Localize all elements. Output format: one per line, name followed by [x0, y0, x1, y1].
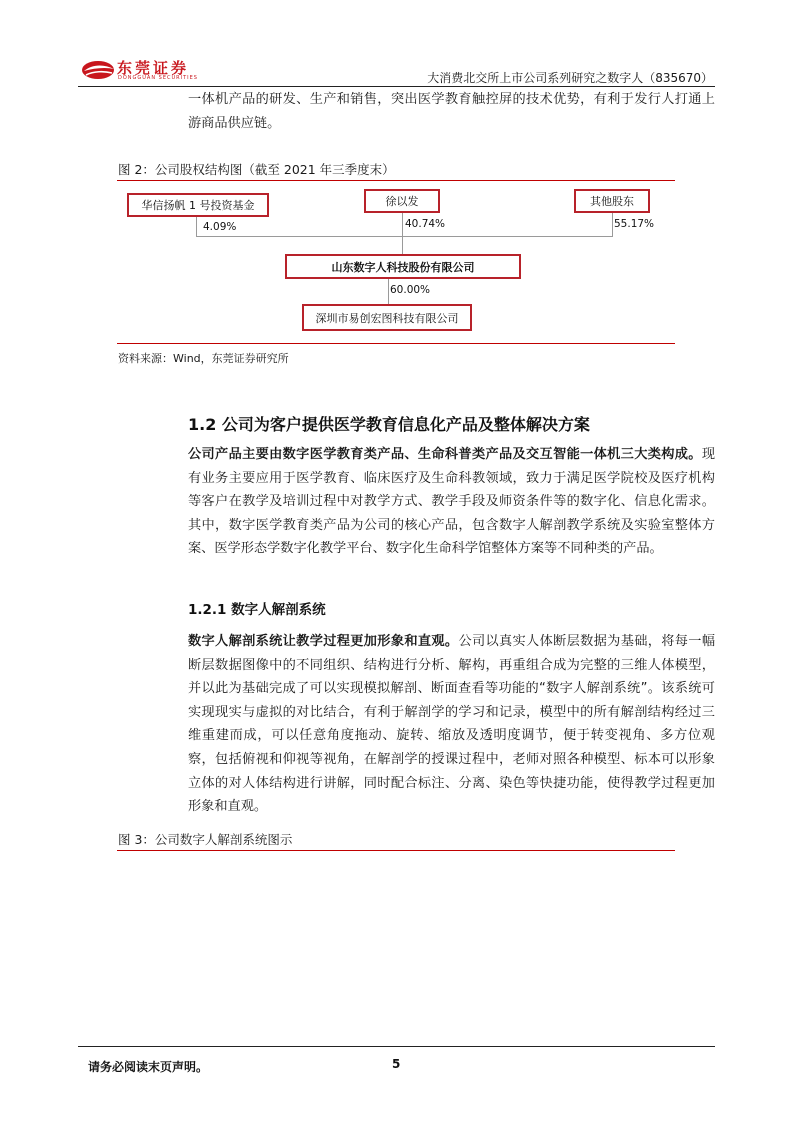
connector-line	[402, 236, 403, 254]
figure2-source: 资料来源：Wind，东莞证券研究所	[118, 352, 289, 365]
shareholder-box-others: 其他股东	[574, 189, 650, 213]
figure2-caption: 图 2：公司股权结构图（截至 2021 年三季度末）	[118, 162, 395, 177]
section-1-2-1-body: 公司以真实人体断层数据为基础，将每一幅断层数据图像中的不同组织、结构进行分析、解构，再重组合成为完整的三维人体模型，并以此为基础完成了可以实现模拟解剖、断面查看等功能的“数字人解剖系统”。该系统可实现现实与虚拟的对比结合，有利于解剖学的学习和记录，模型中的所有解剖结构经过三维重建而成，可以任意角度拖动、旋转、缩放及透明度调节，便于转变视角、多方位观察，包括俯视和仰视等视角，在解剖学的授课过程中，老师对照各种模型、标本可以形象立体的对人体结构进行讲解，同时配合标注、分离、染色等快捷功能，使得教学过程更加形象和直观。	[188, 634, 716, 815]
intro-paragraph: 一体机产品的研发、生产和销售，突出医学教育触控屏的技术优势，有利于发行人打通上游商品供应链。	[188, 92, 715, 131]
footer-disclaimer: 请务必阅读末页声明。	[88, 1060, 209, 1074]
header-divider	[78, 86, 715, 87]
footer-divider	[78, 1046, 715, 1047]
connector-line	[402, 213, 403, 237]
section-1-2-1-lead: 数字人解剖系统让教学过程更加形象和直观。	[188, 634, 459, 649]
connector-line	[196, 236, 613, 237]
company-box: 山东数字人科技股份有限公司	[285, 254, 521, 279]
connector-line	[196, 217, 197, 237]
stake-pct-xuyifa: 40.74%	[405, 218, 446, 230]
connector-line	[388, 278, 389, 304]
figure2-bottom-rule	[117, 343, 675, 344]
section-heading-1-2: 1.2 公司为客户提供医学教育信息化产品及整体解决方案	[188, 415, 590, 434]
section-1-2-paragraph	[188, 443, 715, 561]
shareholder-box-xuyifa: 徐以发	[364, 189, 440, 213]
figure2-top-rule	[117, 180, 675, 181]
figure3-caption: 图 3：公司数字人解剖系统图示	[118, 832, 293, 847]
section-1-2-lead: 公司产品主要由数字医学教育类产品、生命科普类产品及交互智能一体机三大类构成。	[188, 447, 702, 462]
connector-line	[612, 213, 613, 237]
subsidiary-box: 深圳市易创宏图科技有限公司	[302, 304, 472, 331]
section-1-2-1-paragraph	[188, 630, 715, 819]
figure3-top-rule	[117, 850, 675, 851]
logo-text: 东莞证券	[117, 59, 190, 77]
shareholder-box-huaxin: 华信扬帆 1 号投资基金	[127, 193, 269, 217]
stake-pct-huaxin: 4.09%	[203, 221, 237, 233]
logo-subtext: DONGGUAN SECURITIES	[118, 75, 198, 81]
report-title: 大消费北交所上市公司系列研究之数字人（835670）	[427, 71, 713, 85]
section-heading-1-2-1: 1.2.1 数字人解剖系统	[188, 602, 326, 618]
section-1-2-body: 现有业务主要应用于医学教育、临床医疗及生命科教领域，致力于满足医学院校及医疗机构等客户在教学及培训过程中对教学方式、教学手段及师资条件等的数字化、信息化需求。其中，数字医学教育类产品为公司的核心产品，包含数字人解剖教学系统及实验室整体方案、医学形态学数字化教学平台、数字化生命科学馆整体方案等不同种类的产品。	[188, 447, 715, 557]
stake-pct-subsidiary: 60.00%	[390, 284, 431, 296]
page-number: 5	[392, 1057, 401, 1071]
stake-pct-others: 55.17%	[614, 218, 655, 230]
